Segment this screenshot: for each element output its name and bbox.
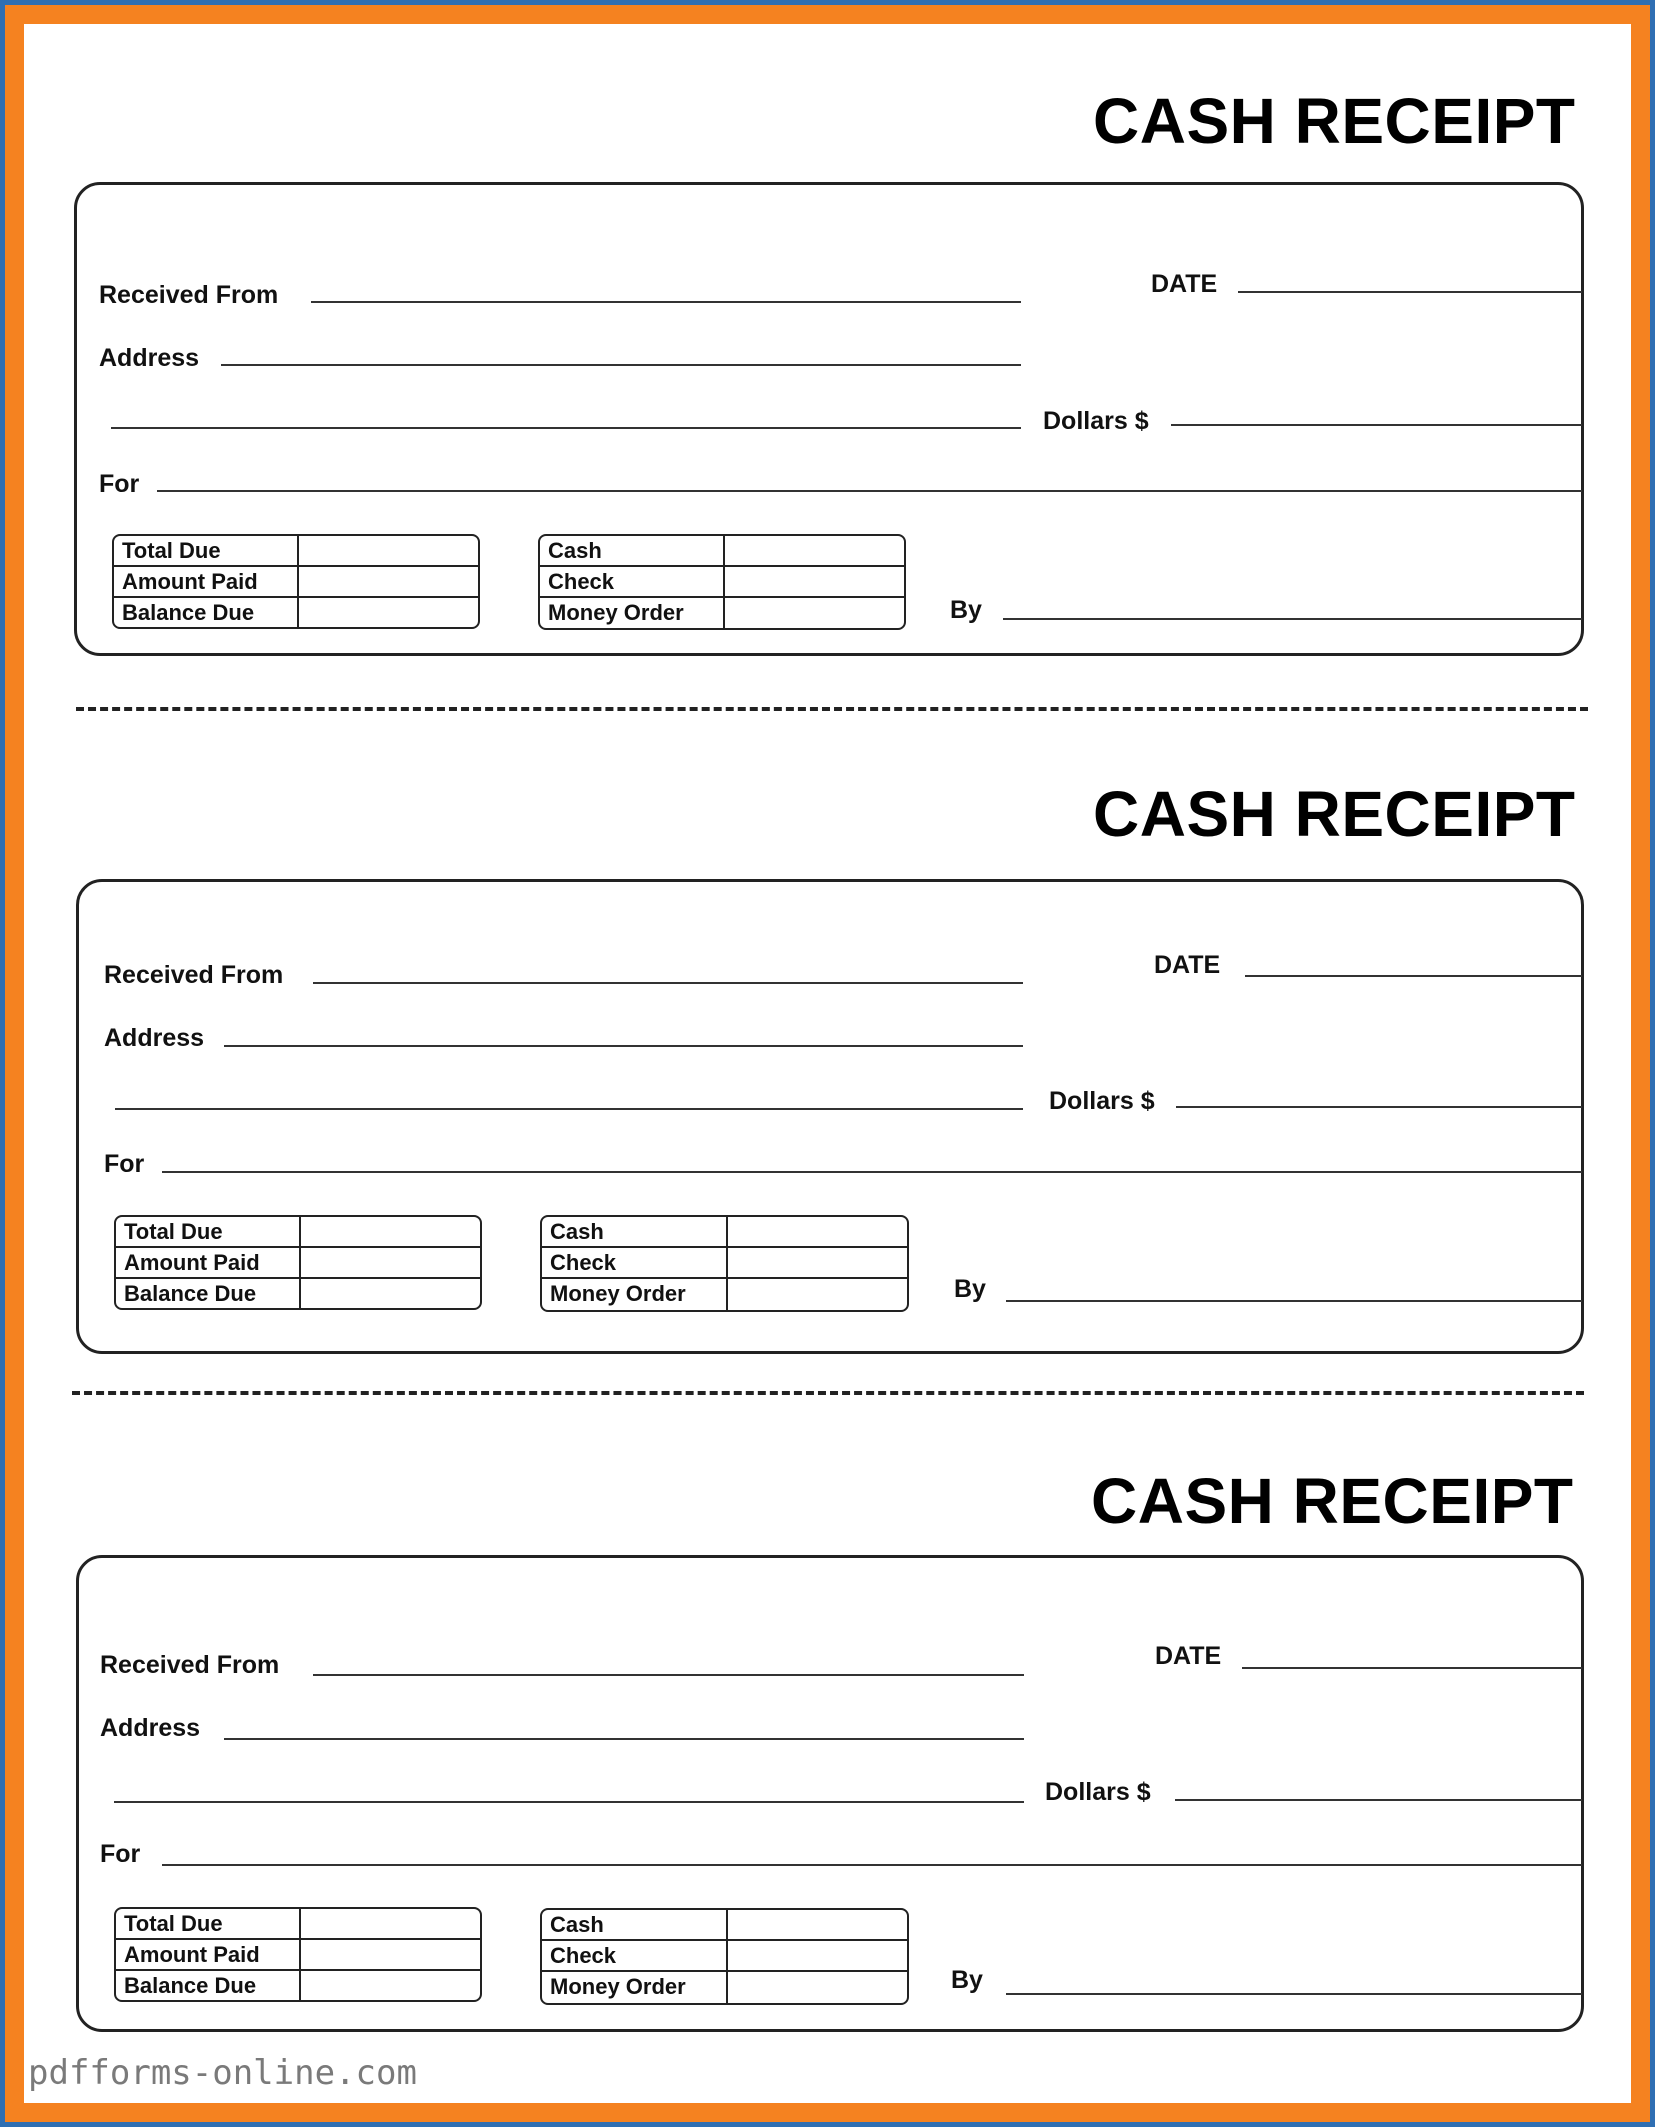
- total-due-label: Total Due: [122, 538, 221, 563]
- date-label: DATE: [1155, 1642, 1222, 1670]
- cash-field[interactable]: [726, 1910, 907, 1939]
- check-field[interactable]: [726, 1941, 907, 1970]
- received-from-label: Received From: [99, 281, 279, 309]
- method-row-cash: [542, 1910, 907, 1941]
- address-field[interactable]: [224, 1738, 1024, 1740]
- amount-paid-label: Amount Paid: [124, 1942, 260, 1967]
- for-field[interactable]: [157, 490, 1582, 492]
- for-label: For: [100, 1840, 141, 1868]
- date-field[interactable]: [1245, 975, 1582, 977]
- dollars-field[interactable]: [1175, 1799, 1582, 1801]
- totals-row-amount-paid: [116, 1248, 480, 1279]
- money-order-field[interactable]: [726, 1972, 907, 2003]
- totals-row-amount-paid: [114, 567, 478, 598]
- for-label: For: [99, 470, 140, 498]
- date-field[interactable]: [1242, 1667, 1582, 1669]
- money-order-field[interactable]: [726, 1279, 907, 1310]
- totals-row-balance-due: [116, 1279, 480, 1310]
- totals-row-total-due: [114, 536, 478, 567]
- totals-table: [114, 1907, 482, 2002]
- method-row-cash: [540, 536, 904, 567]
- check-label: Check: [548, 569, 615, 594]
- check-field[interactable]: [726, 1248, 907, 1277]
- dollars-label: Dollars $: [1045, 1778, 1151, 1806]
- method-row-money-order: [540, 598, 904, 629]
- money-order-label: Money Order: [548, 600, 684, 625]
- address-label: Address: [99, 344, 200, 372]
- money-order-field[interactable]: [723, 598, 904, 629]
- dollars-label: Dollars $: [1043, 407, 1149, 435]
- address-field[interactable]: [224, 1045, 1023, 1047]
- date-label: DATE: [1154, 951, 1221, 979]
- received-from-label: Received From: [100, 1651, 280, 1679]
- dollars-label: Dollars $: [1049, 1087, 1155, 1115]
- address-field[interactable]: [221, 364, 1021, 366]
- balance-due-label: Balance Due: [124, 1973, 257, 1998]
- date-field[interactable]: [1238, 291, 1582, 293]
- method-row-check: [540, 567, 904, 598]
- totals-row-amount-paid: [116, 1940, 480, 1971]
- check-field[interactable]: [723, 567, 904, 596]
- cash-field[interactable]: [723, 536, 904, 565]
- amount-paid-label: Amount Paid: [122, 569, 258, 594]
- address-label: Address: [104, 1024, 205, 1052]
- method-row-check: [542, 1941, 907, 1972]
- received-from-field[interactable]: [313, 1674, 1024, 1676]
- by-label: By: [954, 1275, 986, 1303]
- for-field[interactable]: [162, 1864, 1582, 1866]
- watermark: pdfforms-online.com: [28, 2053, 417, 2093]
- cut-line-1: [76, 707, 1588, 711]
- cash-label: Cash: [550, 1219, 604, 1244]
- cash-field[interactable]: [726, 1217, 907, 1246]
- by-label: By: [950, 596, 982, 624]
- by-field[interactable]: [1006, 1300, 1582, 1302]
- amount-paid-field[interactable]: [297, 567, 478, 596]
- address-line-2-field[interactable]: [111, 427, 1021, 429]
- cash-label: Cash: [548, 538, 602, 563]
- dollars-field[interactable]: [1171, 424, 1582, 426]
- total-due-field[interactable]: [299, 1909, 480, 1938]
- address-line-2-field[interactable]: [114, 1801, 1024, 1803]
- receipt-title: CASH RECEIPT: [1093, 778, 1576, 850]
- by-field[interactable]: [1006, 1993, 1582, 1995]
- receipt-title: CASH RECEIPT: [1091, 1465, 1574, 1537]
- balance-due-field[interactable]: [297, 598, 478, 629]
- date-label: DATE: [1151, 270, 1218, 298]
- check-label: Check: [550, 1250, 617, 1275]
- received-from-label: Received From: [104, 961, 284, 989]
- method-row-check: [542, 1248, 907, 1279]
- total-due-field[interactable]: [297, 536, 478, 565]
- amount-paid-field[interactable]: [299, 1248, 480, 1277]
- balance-due-label: Balance Due: [122, 600, 255, 625]
- totals-row-total-due: [116, 1217, 480, 1248]
- totals-table: [114, 1215, 482, 1310]
- amount-paid-label: Amount Paid: [124, 1250, 260, 1275]
- received-from-field[interactable]: [311, 301, 1021, 303]
- payment-method-table: [540, 1908, 909, 2005]
- method-row-money-order: [542, 1972, 907, 2003]
- address-line-2-field[interactable]: [115, 1108, 1023, 1110]
- totals-table: [112, 534, 480, 629]
- cash-label: Cash: [550, 1912, 604, 1937]
- for-label: For: [104, 1150, 145, 1178]
- total-due-label: Total Due: [124, 1219, 223, 1244]
- balance-due-label: Balance Due: [124, 1281, 257, 1306]
- money-order-label: Money Order: [550, 1281, 686, 1306]
- check-label: Check: [550, 1943, 617, 1968]
- totals-row-balance-due: [114, 598, 478, 629]
- payment-method-table: [540, 1215, 909, 1312]
- money-order-label: Money Order: [550, 1974, 686, 1999]
- method-row-money-order: [542, 1279, 907, 1310]
- dollars-field[interactable]: [1176, 1106, 1582, 1108]
- received-from-field[interactable]: [313, 982, 1023, 984]
- receipt-title: CASH RECEIPT: [1093, 85, 1576, 157]
- balance-due-field[interactable]: [299, 1279, 480, 1310]
- balance-due-field[interactable]: [299, 1971, 480, 2002]
- by-field[interactable]: [1003, 618, 1582, 620]
- for-field[interactable]: [162, 1171, 1582, 1173]
- total-due-label: Total Due: [124, 1911, 223, 1936]
- payment-method-table: [538, 534, 906, 630]
- cut-line-2: [72, 1391, 1584, 1395]
- amount-paid-field[interactable]: [299, 1940, 480, 1969]
- totals-row-total-due: [116, 1909, 480, 1940]
- total-due-field[interactable]: [299, 1217, 480, 1246]
- by-label: By: [951, 1966, 983, 1994]
- method-row-cash: [542, 1217, 907, 1248]
- address-label: Address: [100, 1714, 201, 1742]
- totals-row-balance-due: [116, 1971, 480, 2002]
